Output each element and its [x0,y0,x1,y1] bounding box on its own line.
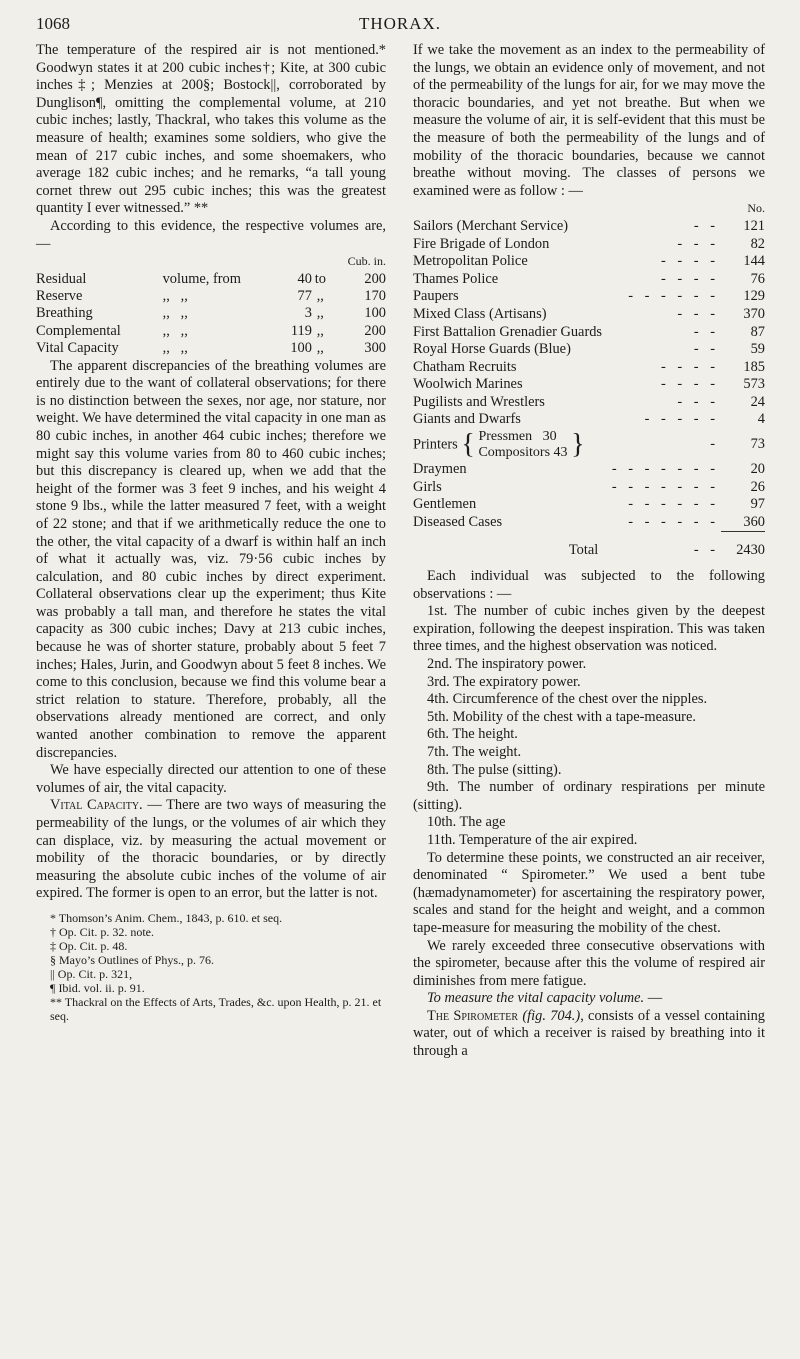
unit-label: Cub. in. [347,254,386,269]
list-item: 3rd. The expiratory power. [427,673,581,690]
footnote: § Mayo’s Outlines of Phys., p. 76. [50,952,215,967]
total-value: 2430 [721,532,765,560]
right-brace: } [571,429,585,461]
volumes-table [36,253,386,357]
table-row-printers: Printers { Pressmen 30 Compositors 43 } - 73 [413,429,765,461]
observations-list [413,603,765,849]
footnote: * Thomson’s Anim. Chem., 1843, p. 610. et seq. [50,910,283,925]
right-column [413,42,765,1061]
list-item: 9th. The number of ordinary respirations per minute (sitting). [413,779,765,813]
paragraph: To measure the vital capacity volume. — [427,990,663,1007]
footnote: ¶ Ibid. vol. ii. p. 91. [50,980,145,995]
section-heading: Vital Capacity. [50,797,143,814]
classes-table [413,200,765,560]
printers-breakdown: Pressmen 30 Compositors 43 [478,429,568,461]
left-column [36,42,386,1023]
table-row: Fire Brigade of London - - - 82 [413,235,765,252]
running-title: THORAX. [358,14,442,33]
table-row: First Battalion Grenadier Guards - - 87 [413,323,765,340]
paragraph: Each individual was subjected to the following observations : — [413,568,765,602]
table-row: Mixed Class (Artisans) - - - 370 [413,305,765,322]
table-row: Chatham Recruits - - - - 185 [413,358,765,375]
table-row: Complemental ,, ,, 119 ,, 200 [36,322,386,339]
list-item: 4th. Circumference of the chest over the nipples. [427,691,708,708]
list-item: 6th. The height. [427,726,518,743]
paragraph: If we take the movement as an index to the permeability of the lungs, we obtain an evidence only of movement, and not of the permeability of the lungs for air, for we may move the thoracic boundaries, and yet not breathe. But when we measure the volume of air, it is self-evident that this must be the measure of both the permeability of the lungs and of mobility of the thoracic boundaries, because we cannot breathe without moving. The classes of persons we examined were as follow : — [413,42,765,199]
table-row: Metropolitan Police - - - - 144 [413,253,765,270]
table-row: Woolwich Marines - - - - 573 [413,376,765,393]
table-row: Gentlemen - - - - - - 97 [413,496,765,513]
table-row: Reserve ,, ,, 77 ,, 170 [36,287,386,304]
paragraph: We rarely exceeded three consecutive observations with the spirometer, because after this the volume of respired air diminishes from mere fatigue. [413,937,765,989]
list-item: 11th. Temperature of the air expired. [427,831,638,848]
table-row: Residual volume, from 40 to 200 [36,270,386,287]
page-number: 1068 [36,14,70,33]
list-item: 1st. The number of cubic inches given by the deepest expiration, following the deepest inspiration. This was taken three times, and the highest observation was noticed. [413,603,765,655]
table-row: Thames Police - - - - 76 [413,270,765,287]
table-row: Draymen - - - - - - - 20 [413,461,765,478]
list-item: 7th. The weight. [427,743,522,760]
footnotes [36,911,386,1023]
list-item: 5th. Mobility of the chest with a tape-measure. [427,708,696,725]
list-item: 2nd. The inspiratory power. [427,656,587,672]
footnote: ** Thackral on the Effects of Arts, Trades, &c. upon Health, p. 21. et seq. [50,994,382,1023]
table-row: Girls - - - - - - - 26 [413,478,765,495]
table-row: Giants and Dwarfs - - - - - 4 [413,411,765,428]
paragraph: According to this evidence, the respective volumes are, — [36,217,386,252]
count-header: No. [747,201,765,216]
left-brace: { [461,429,475,461]
paragraph: To determine these points, we constructed an air receiver, denominated “ Spirometer.” We used a bent tube (hæmadynamometer) for ascertaining the respiratory power, scales and stand for the height and weight, and a common tape-measure for measuring the mobility of the chest. [413,849,765,936]
paragraph: Vital Capacity. — There are two ways of measuring the permeability of the lungs, or the volumes of air which they can displace, viz. by measuring the actual movement or mobility of the thoracic boundaries, or by directly measuring the absolute cubic inches of the volume of air expired. The former is open to an error, but the latter is not. [36,797,386,902]
table-row: Vital Capacity ,, ,, 100 ,, 300 [36,340,386,357]
table-row: Pugilists and Wrestlers - - - 24 [413,393,765,410]
table-row: Diseased Cases - - - - - - 360 [413,513,765,531]
table-row: Breathing ,, ,, 3 ,, 100 [36,305,386,322]
table-row: Sailors (Merchant Service) - - 121 [413,217,765,234]
list-item: 10th. The age [427,814,506,831]
footnote: † Op. Cit. p. 32. note. [50,924,154,939]
table-row: Paupers - - - - - - 129 [413,288,765,305]
list-item: 8th. The pulse (sitting). [427,761,562,778]
running-header [36,12,764,38]
total-row: Total - - 2430 [413,532,765,560]
paragraph: The apparent discrepancies of the breathing volumes are entirely due to the want of collateral observations; for there is no distinction between the sexes, nor age, nor stature, nor weight. We have determined the vital capacity in one man as 80 cubic inches, in another 464 cubic inches; therefore we might say this volume varies from 80 to 460 cubic inches; but this discrepancy is cleared up, when we add that the height of the former was 3 feet 9 inches, and his weight 4 stone 9 lbs., while the latter measured 7 feet, with a weight of 22 stone; and that if we arithmetically reduce the one to the other, the vital capacity of a dwarf is within half an inch of what it actually was, viz. 79·56 cubic inches by calculation, and 80 cubic inches by direct experiment. Collateral observations clear up the experiment; thus Kite was probably a tall man, and therefore he states the vital capacity as 300 cubic inches; Davy at 213 cubic inches, because he was of shorter stature, probably about 5 feet 7 inches; Hales, Jurin, and Goodwyn about 5 feet 8 inches. We come to this conclusion, because we find this volume bear a strict relation to stature. Therefore, probably, all the observations already mentioned are correct, and only wanted another combination to remove the apparent discrepancies. [36,357,386,761]
footnote: || Op. Cit. p. 321, [50,966,133,981]
paragraph: We have especially directed our attention to one of these volumes of air, the vital capacity. [36,762,386,796]
paragraph: The Spirometer (fig. 704.), consists of a vessel containing water, out of which a receiver is raised by breathing into it through a [413,1007,765,1060]
section-heading: The Spirometer [427,1007,519,1024]
footnote: ‡ Op. Cit. p. 48. [50,938,128,953]
paragraph: The temperature of the respired air is not mentioned.* Goodwyn states it at 200 cubic inches†; Kite, at 300 cubic inches‡; Menzies at 200§; Bostock||, corroborated by Dunglison¶, omitting the complemental volume, at 210 cubic inches; lastly, Thackral, who takes this volume as the measure of health; examines some soldiers, who give the mean of 217 cubic inches, and some shoemakers, who average 182 cubic inches; and he remarks, “a tall young cornet threw out 295 cubic inches; this was the greatest quantity I ever witnessed.” ** [36,42,386,217]
table-row: Royal Horse Guards (Blue) - - 59 [413,341,765,358]
